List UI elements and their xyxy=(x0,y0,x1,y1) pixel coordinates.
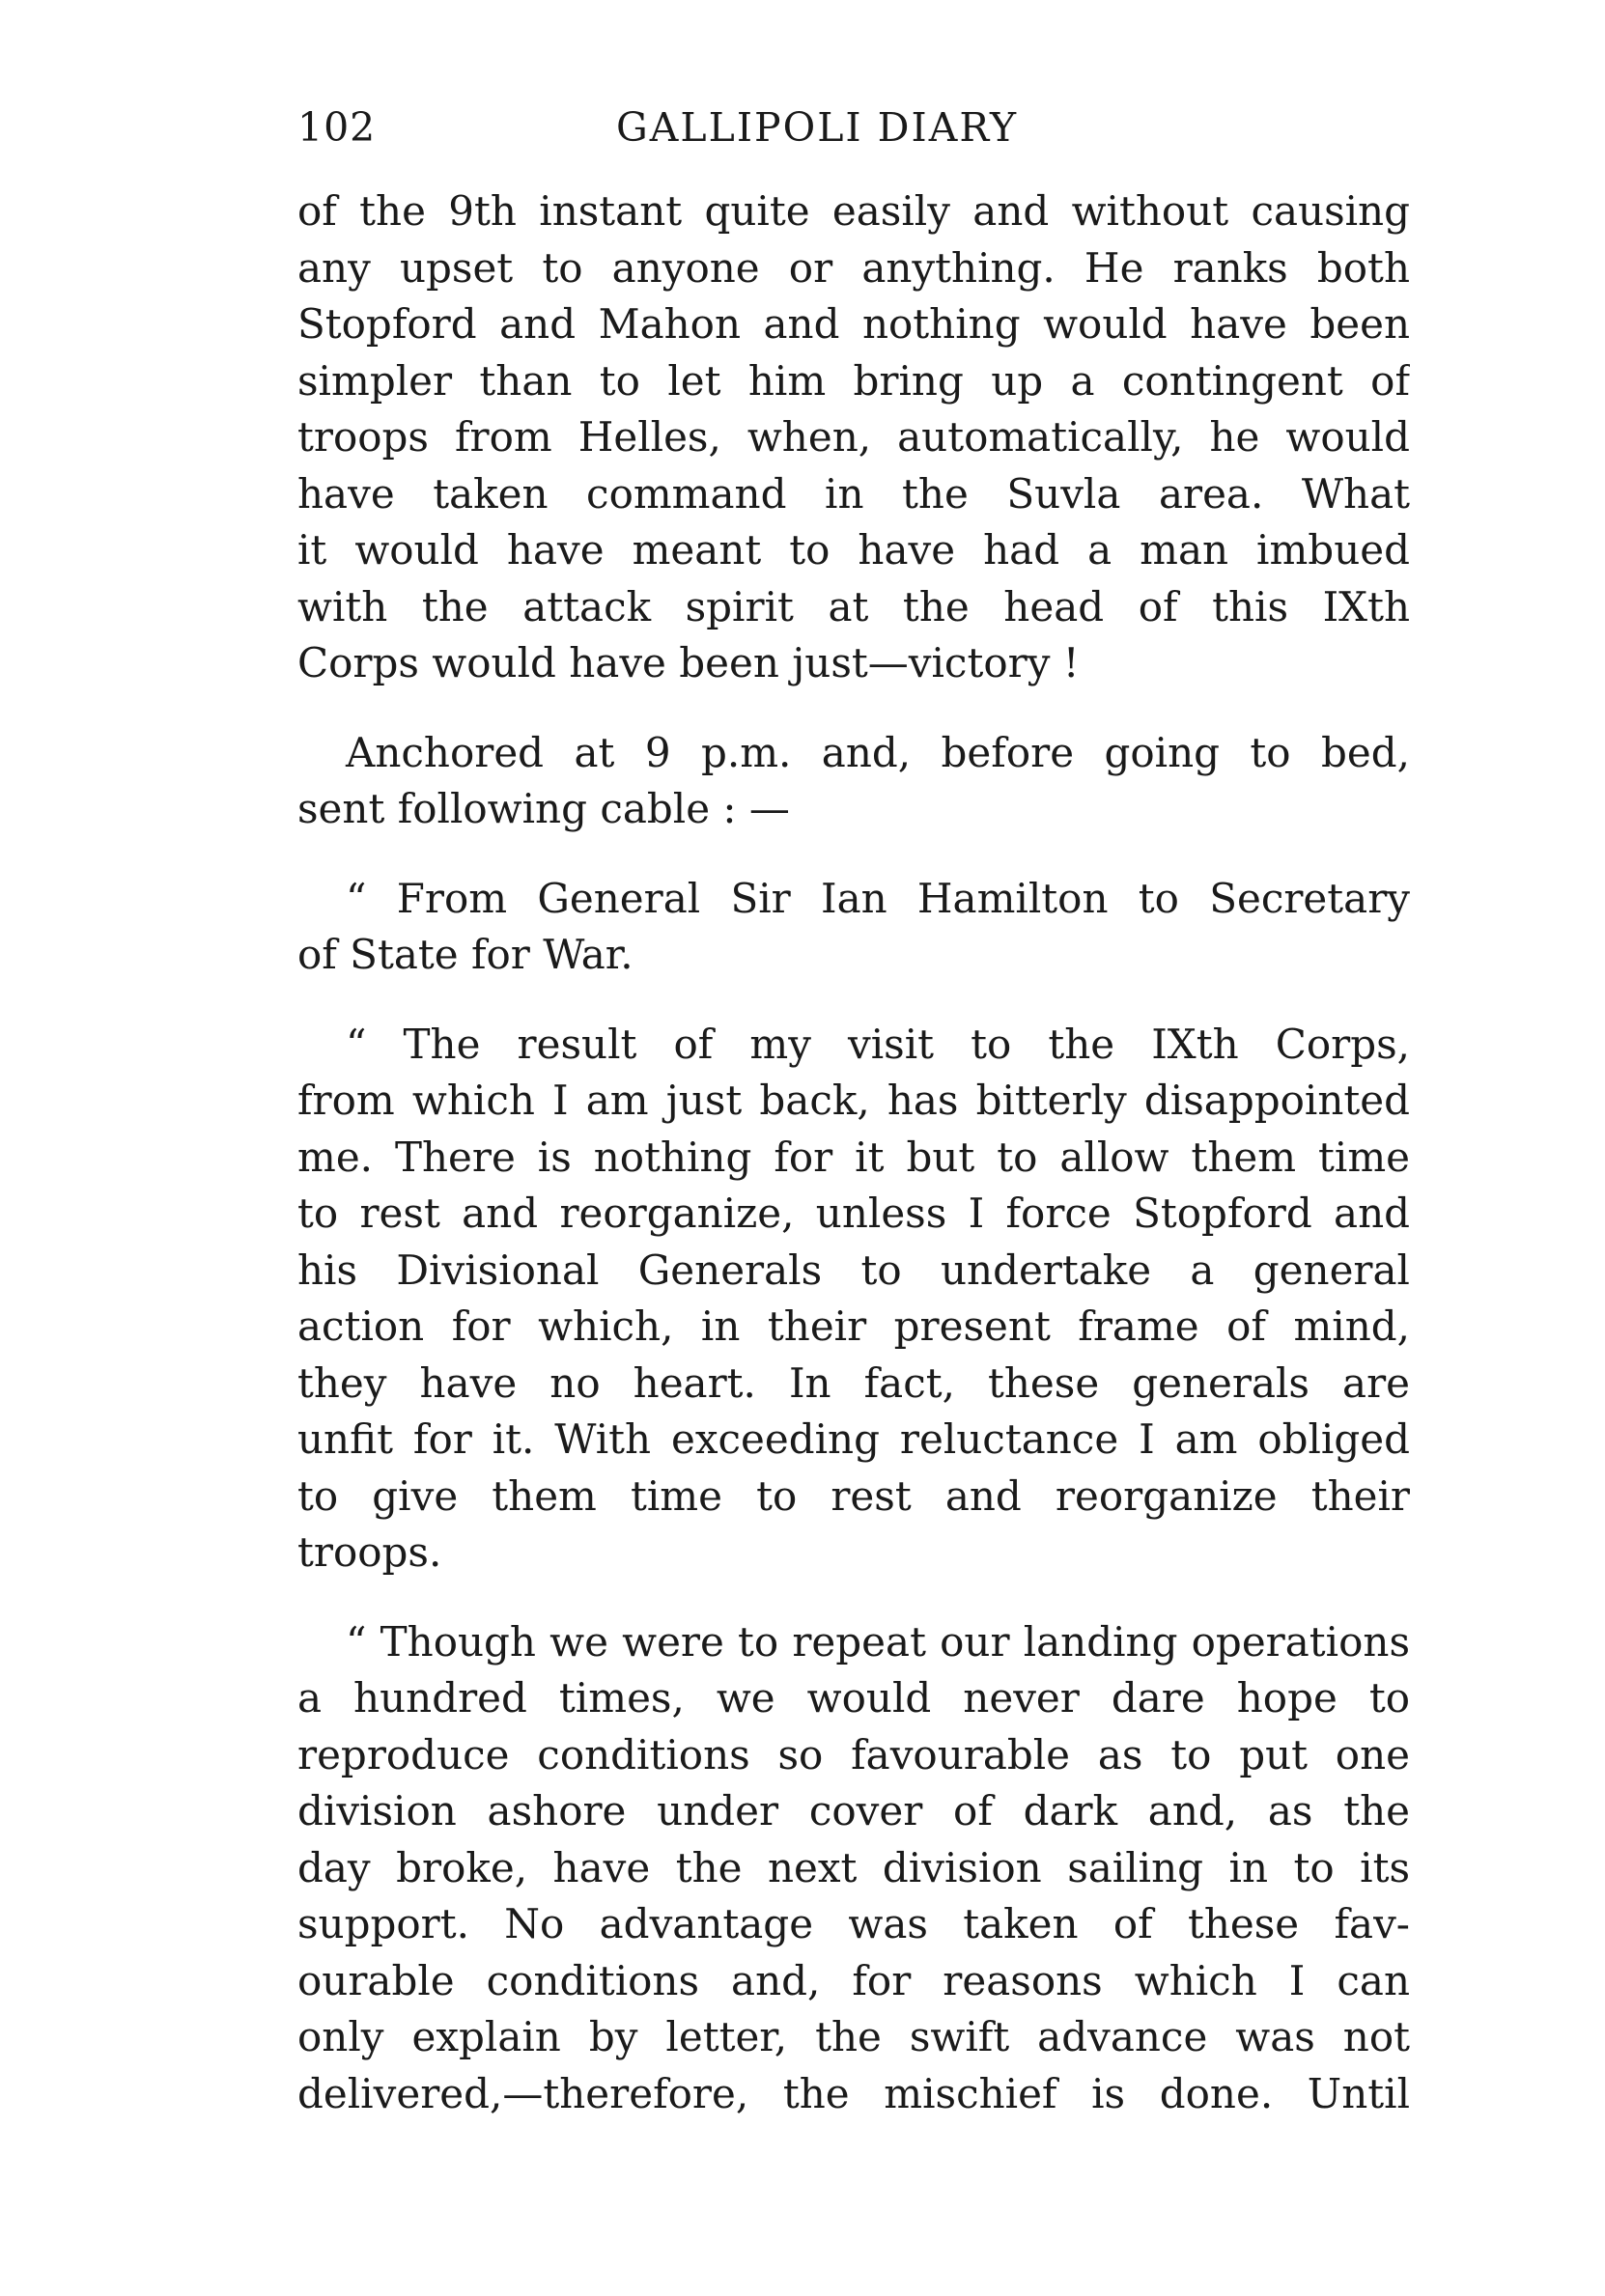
text-line: to give them time to rest and reorganize their xyxy=(297,1471,1410,1520)
text-line: troops. xyxy=(297,1528,442,1576)
paragraph-3 xyxy=(297,871,1410,984)
text-line: unfit for it. With exceeding reluctance I am obliged xyxy=(297,1415,1410,1463)
text-line: with the attack spirit at the head of this IXth xyxy=(297,582,1410,630)
text-line: delivered,—therefore, the mischief is done. Until xyxy=(297,2069,1410,2117)
paragraph-5 xyxy=(297,1614,1410,2123)
text-line: division ashore under cover of dark and, as the xyxy=(297,1787,1410,1834)
text-line: troops from Helles, when, automatically, he would xyxy=(297,413,1410,461)
text-line: it would have meant to have had a man imbued xyxy=(297,526,1410,574)
text-line: only explain by letter, the swift advance was not xyxy=(297,2013,1410,2060)
text-line: they have no heart. In fact, these generals are xyxy=(297,1358,1410,1407)
text-line: me. There is nothing for it but to allow them time xyxy=(297,1133,1410,1181)
page-header xyxy=(297,104,1410,162)
text-line: of State for War. xyxy=(297,931,634,978)
text-line: ourable conditions and, for reasons which I can xyxy=(297,1956,1410,2004)
text-line: reproduce conditions so favourable as to put one xyxy=(297,1730,1410,1778)
paragraph-gap xyxy=(297,1582,1410,1614)
text-line: from which I am just back, has bitterly disappointed xyxy=(297,1077,1410,1124)
text-line: his Divisional Generals to undertake a general xyxy=(297,1246,1410,1294)
text-line: Stopford and Mahon and nothing would have been xyxy=(297,300,1410,348)
paragraph-2 xyxy=(297,725,1410,838)
paragraph-gap xyxy=(297,984,1410,1017)
paragraph-1 xyxy=(297,183,1410,692)
text-line: “ Though we were to repeat our landing operations xyxy=(346,1617,1410,1666)
text-line: support. No advantage was taken of these fav- xyxy=(297,1900,1410,1947)
page-number: 102 xyxy=(297,104,377,151)
text-line: “ The result of my visit to the IXth Corps, xyxy=(346,1020,1410,1068)
text-line: of the 9th instant quite easily and without causing xyxy=(297,187,1410,235)
running-title: GALLIPOLI DIARY xyxy=(616,104,1019,151)
paragraph-gap xyxy=(297,838,1410,871)
page-body xyxy=(297,183,1410,2122)
text-line: have taken command in the Suvla area. What xyxy=(297,469,1410,518)
text-line: action for which, in their present frame of mind, xyxy=(297,1302,1410,1350)
text-line: simpler than to let him bring up a contingent of xyxy=(297,356,1410,405)
paragraph-gap xyxy=(297,692,1410,725)
text-line: Corps would have been just—victory ! xyxy=(297,639,1080,686)
text-line: any upset to anyone or anything. He ranks both xyxy=(297,243,1410,292)
text-line: to rest and reorganize, unless I force Stopford and xyxy=(297,1190,1410,1237)
text-line: “ From General Sir Ian Hamilton to Secretary xyxy=(346,874,1410,922)
text-line: day broke, have the next division sailing in to its xyxy=(297,1843,1410,1891)
text-line: Anchored at 9 p.m. and, before going to bed, xyxy=(346,728,1410,776)
text-line: sent following cable : — xyxy=(297,785,790,832)
text-line: a hundred times, we would never dare hope to xyxy=(297,1674,1410,1722)
paragraph-4 xyxy=(297,1017,1410,1582)
